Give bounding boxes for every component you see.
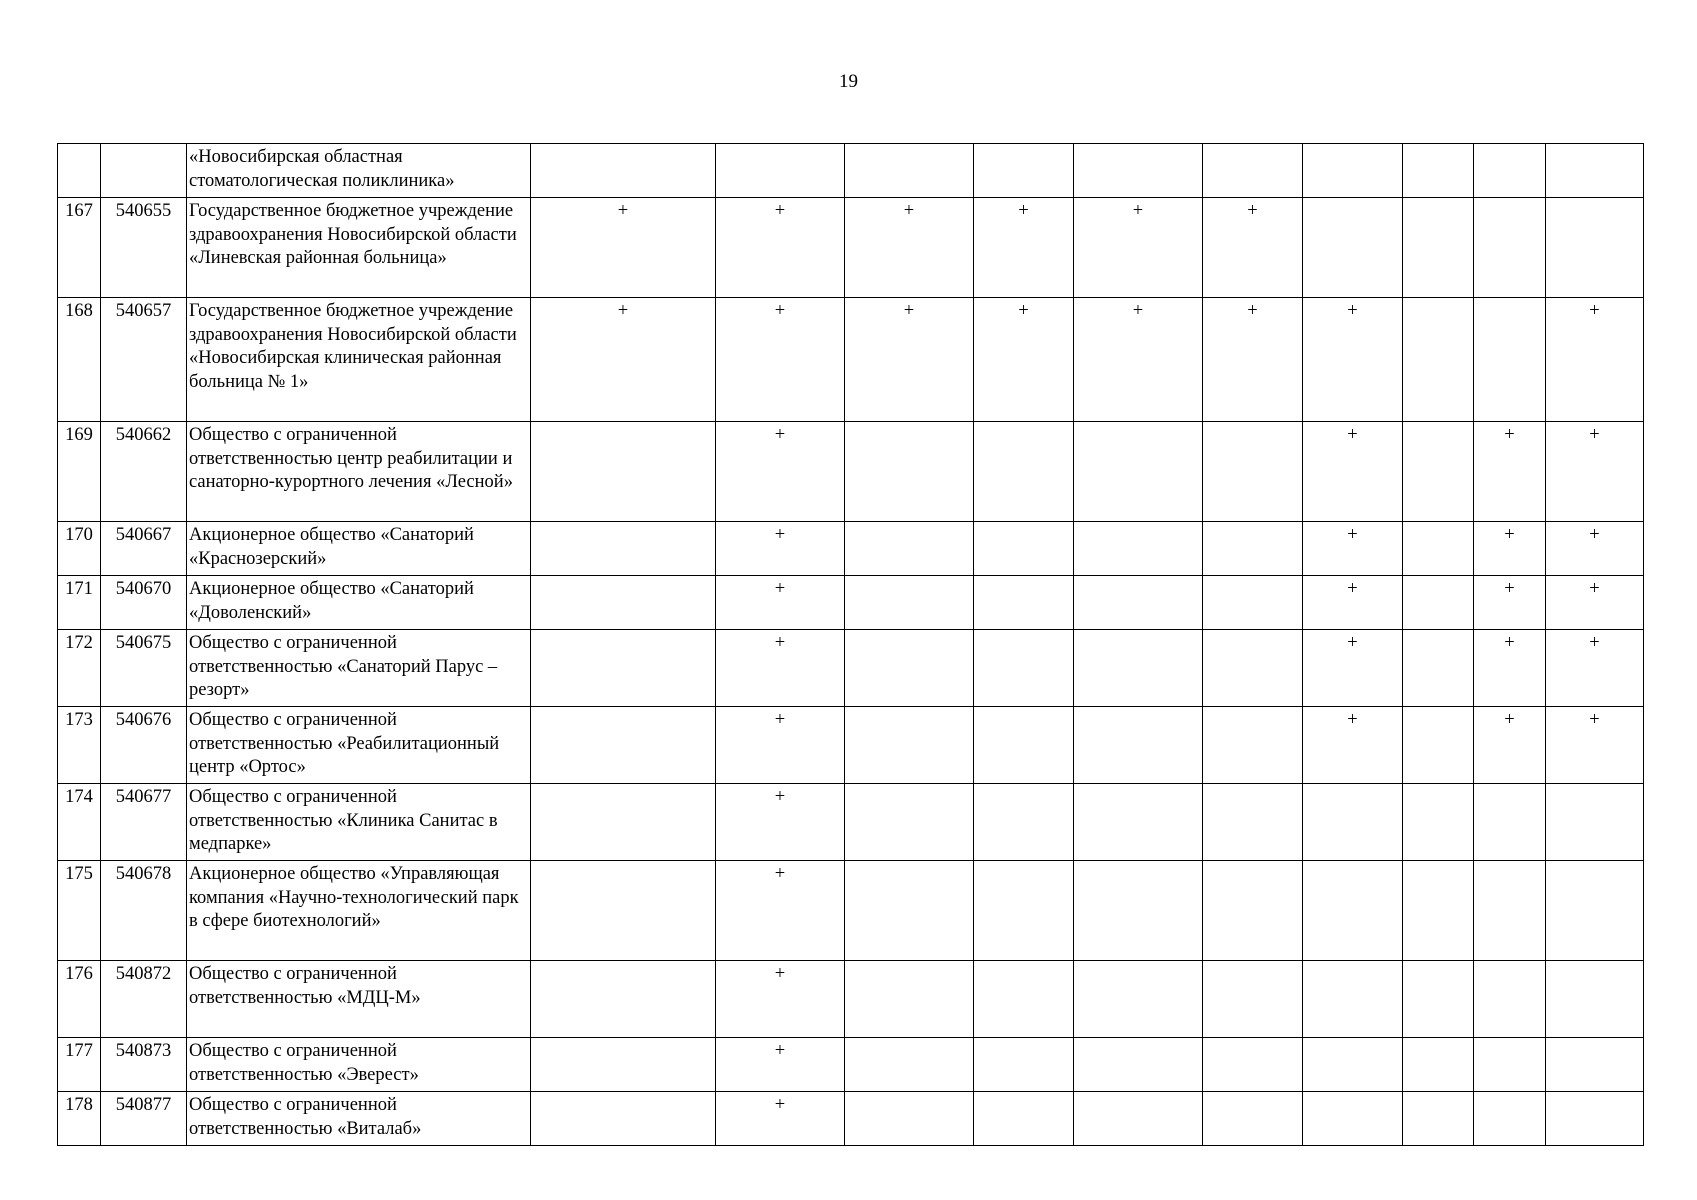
mark-cell-1 bbox=[531, 422, 716, 522]
organization-name-cell: Общество с ограниченной ответственностью «Виталаб» bbox=[187, 1092, 531, 1146]
mark-cell-3 bbox=[845, 961, 974, 1038]
registry-code-cell: 540678 bbox=[101, 861, 187, 961]
mark-cell-9: + bbox=[1474, 630, 1546, 707]
page-number: 19 bbox=[839, 71, 858, 92]
mark-cell-8 bbox=[1403, 422, 1474, 522]
mark-cell-6 bbox=[1203, 630, 1303, 707]
mark-cell-8 bbox=[1403, 630, 1474, 707]
mark-cell-7 bbox=[1303, 861, 1403, 961]
mark-cell-7 bbox=[1303, 784, 1403, 861]
mark-cell-5 bbox=[1074, 861, 1203, 961]
mark-cell-9 bbox=[1474, 784, 1546, 861]
table-row bbox=[58, 707, 1644, 784]
mark-cell-6 bbox=[1203, 576, 1303, 630]
mark-cell-3 bbox=[845, 630, 974, 707]
mark-cell-4 bbox=[974, 707, 1074, 784]
mark-cell-8 bbox=[1403, 1092, 1474, 1146]
mark-cell-5 bbox=[1074, 576, 1203, 630]
mark-cell-8 bbox=[1403, 861, 1474, 961]
mark-cell-8 bbox=[1403, 144, 1474, 198]
mark-cell-2: + bbox=[716, 961, 845, 1038]
mark-cell-2: + bbox=[716, 198, 845, 298]
mark-cell-4 bbox=[974, 422, 1074, 522]
registry-code-cell: 540872 bbox=[101, 961, 187, 1038]
mark-cell-1 bbox=[531, 1038, 716, 1092]
mark-cell-8 bbox=[1403, 961, 1474, 1038]
mark-cell-2: + bbox=[716, 861, 845, 961]
mark-cell-4 bbox=[974, 861, 1074, 961]
organization-name-cell: Акционерное общество «Санаторий «Краснозерский» bbox=[187, 522, 531, 576]
mark-cell-10 bbox=[1546, 144, 1644, 198]
registry-code-cell: 540667 bbox=[101, 522, 187, 576]
mark-cell-8 bbox=[1403, 522, 1474, 576]
mark-cell-10: + bbox=[1546, 298, 1644, 422]
mark-cell-7: + bbox=[1303, 422, 1403, 522]
registry-code-cell: 540676 bbox=[101, 707, 187, 784]
mark-cell-9: + bbox=[1474, 576, 1546, 630]
mark-cell-3 bbox=[845, 144, 974, 198]
table-row bbox=[58, 422, 1644, 522]
mark-cell-9 bbox=[1474, 861, 1546, 961]
organization-name-cell: Общество с ограниченной ответственностью «Реабилитационный центр «Ортос» bbox=[187, 707, 531, 784]
mark-cell-6 bbox=[1203, 522, 1303, 576]
mark-cell-7: + bbox=[1303, 707, 1403, 784]
organization-name-cell: Общество с ограниченной ответственностью «Эверест» bbox=[187, 1038, 531, 1092]
organization-name-cell: Общество с ограниченной ответственностью «Санаторий Парус – резорт» bbox=[187, 630, 531, 707]
mark-cell-10 bbox=[1546, 198, 1644, 298]
mark-cell-9 bbox=[1474, 298, 1546, 422]
row-number-cell: 176 bbox=[58, 961, 101, 1038]
mark-cell-6 bbox=[1203, 1092, 1303, 1146]
mark-cell-2: + bbox=[716, 576, 845, 630]
mark-cell-1 bbox=[531, 861, 716, 961]
mark-cell-3 bbox=[845, 1038, 974, 1092]
registry-code-cell: 540670 bbox=[101, 576, 187, 630]
row-number-cell: 174 bbox=[58, 784, 101, 861]
mark-cell-4 bbox=[974, 1092, 1074, 1146]
mark-cell-4 bbox=[974, 522, 1074, 576]
mark-cell-7 bbox=[1303, 1038, 1403, 1092]
mark-cell-10: + bbox=[1546, 522, 1644, 576]
mark-cell-7 bbox=[1303, 1092, 1403, 1146]
table-row bbox=[58, 1038, 1644, 1092]
mark-cell-4 bbox=[974, 144, 1074, 198]
mark-cell-7: + bbox=[1303, 630, 1403, 707]
mark-cell-6 bbox=[1203, 1038, 1303, 1092]
organization-name-cell: Общество с ограниченной ответственностью центр реабилитации и санаторно-курортного лечения «Лесной» bbox=[187, 422, 531, 522]
organization-name-cell: Акционерное общество «Управляющая компания «Научно-технологический парк в сфере биотехнологий» bbox=[187, 861, 531, 961]
table-row bbox=[58, 784, 1644, 861]
mark-cell-1: + bbox=[531, 298, 716, 422]
mark-cell-4 bbox=[974, 630, 1074, 707]
mark-cell-6: + bbox=[1203, 298, 1303, 422]
mark-cell-10 bbox=[1546, 784, 1644, 861]
mark-cell-8 bbox=[1403, 1038, 1474, 1092]
mark-cell-7: + bbox=[1303, 298, 1403, 422]
mark-cell-3 bbox=[845, 576, 974, 630]
mark-cell-1: + bbox=[531, 198, 716, 298]
mark-cell-3 bbox=[845, 861, 974, 961]
mark-cell-9: + bbox=[1474, 707, 1546, 784]
mark-cell-8 bbox=[1403, 576, 1474, 630]
mark-cell-9: + bbox=[1474, 422, 1546, 522]
registry-code-cell: 540873 bbox=[101, 1038, 187, 1092]
registry-code-cell: 540877 bbox=[101, 1092, 187, 1146]
mark-cell-10 bbox=[1546, 861, 1644, 961]
registry-code-cell: 540655 bbox=[101, 198, 187, 298]
mark-cell-6 bbox=[1203, 961, 1303, 1038]
mark-cell-4 bbox=[974, 576, 1074, 630]
mark-cell-9 bbox=[1474, 1092, 1546, 1146]
row-number-cell: 175 bbox=[58, 861, 101, 961]
mark-cell-10: + bbox=[1546, 576, 1644, 630]
mark-cell-5 bbox=[1074, 1038, 1203, 1092]
table-row bbox=[58, 198, 1644, 298]
organization-name-cell: Общество с ограниченной ответственностью «Клиника Санитас в медпарке» bbox=[187, 784, 531, 861]
mark-cell-9 bbox=[1474, 961, 1546, 1038]
mark-cell-4 bbox=[974, 961, 1074, 1038]
mark-cell-1 bbox=[531, 576, 716, 630]
mark-cell-8 bbox=[1403, 198, 1474, 298]
mark-cell-4: + bbox=[974, 198, 1074, 298]
mark-cell-9 bbox=[1474, 198, 1546, 298]
table-row bbox=[58, 1092, 1644, 1146]
mark-cell-6 bbox=[1203, 861, 1303, 961]
mark-cell-8 bbox=[1403, 784, 1474, 861]
mark-cell-2: + bbox=[716, 522, 845, 576]
mark-cell-10 bbox=[1546, 1038, 1644, 1092]
mark-cell-5 bbox=[1074, 630, 1203, 707]
row-number-cell: 169 bbox=[58, 422, 101, 522]
mark-cell-1 bbox=[531, 1092, 716, 1146]
row-number-cell: 177 bbox=[58, 1038, 101, 1092]
table-row bbox=[58, 144, 1644, 198]
mark-cell-5 bbox=[1074, 1092, 1203, 1146]
row-number-cell: 171 bbox=[58, 576, 101, 630]
organizations-table bbox=[57, 143, 1644, 1146]
mark-cell-6 bbox=[1203, 784, 1303, 861]
mark-cell-5: + bbox=[1074, 198, 1203, 298]
mark-cell-9: + bbox=[1474, 522, 1546, 576]
mark-cell-2: + bbox=[716, 707, 845, 784]
row-number-cell: 167 bbox=[58, 198, 101, 298]
registry-code-cell bbox=[101, 144, 187, 198]
mark-cell-5 bbox=[1074, 422, 1203, 522]
mark-cell-3 bbox=[845, 522, 974, 576]
mark-cell-1 bbox=[531, 630, 716, 707]
registry-code-cell: 540662 bbox=[101, 422, 187, 522]
mark-cell-6: + bbox=[1203, 198, 1303, 298]
table-row bbox=[58, 630, 1644, 707]
mark-cell-10: + bbox=[1546, 630, 1644, 707]
mark-cell-1 bbox=[531, 144, 716, 198]
mark-cell-8 bbox=[1403, 707, 1474, 784]
mark-cell-7 bbox=[1303, 961, 1403, 1038]
row-number-cell: 170 bbox=[58, 522, 101, 576]
mark-cell-7 bbox=[1303, 144, 1403, 198]
mark-cell-2: + bbox=[716, 1092, 845, 1146]
mark-cell-10 bbox=[1546, 961, 1644, 1038]
mark-cell-5 bbox=[1074, 144, 1203, 198]
table-row bbox=[58, 298, 1644, 422]
mark-cell-8 bbox=[1403, 298, 1474, 422]
mark-cell-1 bbox=[531, 784, 716, 861]
mark-cell-3 bbox=[845, 1092, 974, 1146]
mark-cell-2: + bbox=[716, 298, 845, 422]
row-number-cell: 173 bbox=[58, 707, 101, 784]
mark-cell-3 bbox=[845, 707, 974, 784]
mark-cell-10: + bbox=[1546, 707, 1644, 784]
mark-cell-9 bbox=[1474, 1038, 1546, 1092]
organization-name-cell: Общество с ограниченной ответственностью «МДЦ-М» bbox=[187, 961, 531, 1038]
mark-cell-6 bbox=[1203, 144, 1303, 198]
table-body bbox=[58, 144, 1644, 1146]
mark-cell-3: + bbox=[845, 298, 974, 422]
mark-cell-10 bbox=[1546, 1092, 1644, 1146]
mark-cell-7 bbox=[1303, 198, 1403, 298]
mark-cell-7: + bbox=[1303, 522, 1403, 576]
table-row bbox=[58, 576, 1644, 630]
mark-cell-5 bbox=[1074, 961, 1203, 1038]
row-number-cell bbox=[58, 144, 101, 198]
table-row bbox=[58, 522, 1644, 576]
mark-cell-7: + bbox=[1303, 576, 1403, 630]
mark-cell-4: + bbox=[974, 298, 1074, 422]
mark-cell-1 bbox=[531, 961, 716, 1038]
mark-cell-4 bbox=[974, 1038, 1074, 1092]
mark-cell-10: + bbox=[1546, 422, 1644, 522]
mark-cell-9 bbox=[1474, 144, 1546, 198]
mark-cell-5 bbox=[1074, 522, 1203, 576]
row-number-cell: 168 bbox=[58, 298, 101, 422]
table-row bbox=[58, 961, 1644, 1038]
organization-name-cell: Государственное бюджетное учреждение здравоохранения Новосибирской области «Линевская районная больница» bbox=[187, 198, 531, 298]
organization-name-cell: «Новосибирская областная стоматологическая поликлиника» bbox=[187, 144, 531, 198]
row-number-cell: 172 bbox=[58, 630, 101, 707]
mark-cell-3: + bbox=[845, 198, 974, 298]
mark-cell-1 bbox=[531, 522, 716, 576]
mark-cell-2: + bbox=[716, 1038, 845, 1092]
mark-cell-3 bbox=[845, 784, 974, 861]
mark-cell-2: + bbox=[716, 784, 845, 861]
mark-cell-4 bbox=[974, 784, 1074, 861]
mark-cell-2 bbox=[716, 144, 845, 198]
mark-cell-6 bbox=[1203, 422, 1303, 522]
mark-cell-1 bbox=[531, 707, 716, 784]
mark-cell-2: + bbox=[716, 630, 845, 707]
mark-cell-5 bbox=[1074, 707, 1203, 784]
mark-cell-3 bbox=[845, 422, 974, 522]
row-number-cell: 178 bbox=[58, 1092, 101, 1146]
mark-cell-6 bbox=[1203, 707, 1303, 784]
organization-name-cell: Акционерное общество «Санаторий «Доволенский» bbox=[187, 576, 531, 630]
mark-cell-5 bbox=[1074, 784, 1203, 861]
table-row bbox=[58, 861, 1644, 961]
registry-code-cell: 540657 bbox=[101, 298, 187, 422]
mark-cell-5: + bbox=[1074, 298, 1203, 422]
registry-code-cell: 540675 bbox=[101, 630, 187, 707]
mark-cell-2: + bbox=[716, 422, 845, 522]
organization-name-cell: Государственное бюджетное учреждение здравоохранения Новосибирской области «Новосибирская клиническая районная больница № 1» bbox=[187, 298, 531, 422]
registry-code-cell: 540677 bbox=[101, 784, 187, 861]
